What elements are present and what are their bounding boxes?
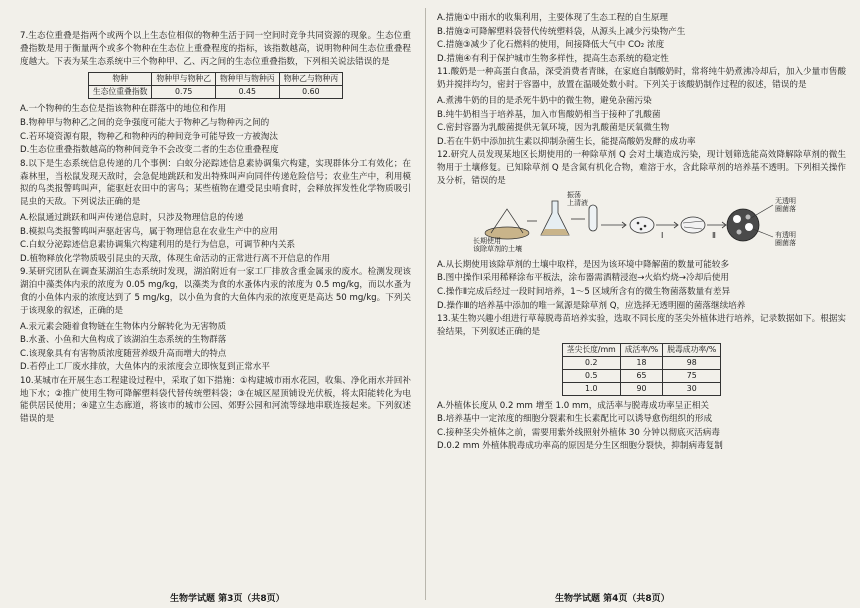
q13-td-1-1: 65 xyxy=(620,369,662,382)
test-tube-icon xyxy=(589,205,597,231)
fig-roman-1: Ⅰ xyxy=(661,230,664,240)
q7-td-3: 0.60 xyxy=(279,86,343,99)
q7-option-b: B.物种甲与物种乙之间的竞争强度可能大于物种乙与物种丙之间的 xyxy=(20,117,270,128)
fig-legend-2: 有透明 圈菌落 xyxy=(775,230,796,247)
q7-td-2: 0.45 xyxy=(216,86,280,99)
q9-option-b: B.水蚤、小鱼和大鱼构成了该湖泊生态系统的生物群落 xyxy=(20,335,227,346)
q10-option-b: B.措施②可降解塑料袋替代传统塑料袋，从源头上减少污染物产生 xyxy=(437,26,686,37)
q13-td-1-0: 0.5 xyxy=(562,369,620,382)
q9-option-d: D.若停止工厂废水排放，大鱼体内的汞浓度会立即恢复到正常水平 xyxy=(20,362,270,373)
q13-th-2: 脱毒成功率/% xyxy=(663,343,721,356)
q8-stem: 8.以下是生态系统信息传递的几个事例：白蚁分泌踪迹信息素协调集穴构建，实现群体分工有效化；在森林里，当松鼠发现天敌时，会急促地跳跃和发出特殊叫声向同伴传递危险信号；农业生产中，利用模拟的鸟类报警鸣叫声，能驱赶农田中的害鸟；某些植物在遭受昆虫啃食时，会释放挥发性化学物质吸引昆虫的天敌。下列说法正确的是 xyxy=(20,158,411,208)
q10-option-c: C.措施③减少了化石燃料的使用，间接降低大气中 CO₂ 浓度 xyxy=(437,40,665,51)
plate-icon-2 xyxy=(681,217,705,233)
q11-option-a: A.煮沸牛奶的目的是杀死牛奶中的微生物，避免杂菌污染 xyxy=(437,95,652,106)
q7-th-0: 物种 xyxy=(88,73,152,86)
q10-stem: 10.某城市在开展生态工程建设过程中，采取了如下措施：①构建城市雨水花园，收集、净化雨水并回补地下水；②推广使用生物可降解塑料袋代替传统塑料袋；③在城区屋顶铺设光伏板，将太阳能转化为电能供居民使用；④建立生态廊道，将该市的城市公园、郊野公园和河流等绿地串联连接起来。下列叙述错误的是 xyxy=(20,375,411,425)
q13-td-0-1: 18 xyxy=(620,356,662,369)
q11-option-c: C.密封容器为乳酸菌提供无氧环境，因为乳酸菌是厌氧微生物 xyxy=(437,123,670,134)
fig-legend-1: 无透明 圈菌落 xyxy=(775,196,796,213)
q8-option-b: B.模拟鸟类报警鸣叫声驱赶害鸟，属于物理信息在农业生产中的应用 xyxy=(20,226,278,237)
q7-th-2: 物种甲与物种丙 xyxy=(216,73,280,86)
q9-option-c: C.该现象具有有害物质浓度随营养级升高而增大的特点 xyxy=(20,348,227,359)
q12-option-d: D.操作Ⅲ的培养基中添加的唯一氮源是除草剂 Q，应选择无透明圈的菌落继续培养 xyxy=(437,300,746,311)
q11-option-d: D.若在牛奶中添加抗生素以抑制杂菌生长，能提高酸奶发酵的成功率 xyxy=(437,136,696,147)
q7-stem: 7.生态位重叠是指两个或两个以上生态位相似的物种生活于同一空间时竞争共同资源的现象。生态位重叠指数是用于衡量两个或多个物种在生态位上重叠程度的指标，该指数越高，说明物种间生态位重叠程度越大。下表为某生态系统中三个物种甲、乙、丙之间的生态位重叠指数，下列相关说法错误的是 xyxy=(20,31,411,67)
q13-option-b: B.培养基中一定浓度的细胞分裂素和生长素配比可以诱导愈伤组织的形成 xyxy=(437,414,713,425)
q12-stem: 12.研究人员发现某地区长期使用的一种除草剂 Q 会对土壤造成污染，现计划筛选能高效降解除草剂的微生物用于土壤修复。已知除草剂 Q 是含氮有机化合物，难溶于水，含此除草剂的培养基不透明。下列相关操作及分析，错误的是 xyxy=(437,150,846,186)
q9-option-a: A.汞元素会随着食物链在生物体内分解转化为无害物质 xyxy=(20,321,227,332)
q13-td-0-2: 98 xyxy=(663,356,721,369)
q13-td-2-2: 30 xyxy=(663,382,721,395)
page-4 xyxy=(425,0,860,608)
q9-stem: 9.某研究团队在调查某湖泊生态系统时发现，湖泊附近有一家工厂排放含重金属汞的废水。检测发现该湖泊中藻类体内汞的浓度为 0.05 mg/kg，以藻类为食的水蚤体内汞的浓度为 0.5 mg/kg，而以水蚤为食的小鱼体内汞的浓度达到了 5 mg/kg，以小鱼为食的大鱼体内汞的浓度更是高达 50 mg/kg。下列关于该现象的叙述，正确的是 xyxy=(20,267,412,316)
q8-option-d: D.植物释放化学物质吸引昆虫的天敌，体现生命活动的正常进行离不开信息的作用 xyxy=(20,253,331,264)
q13-option-a: A.外植体长度从 0.2 mm 增至 1.0 mm，成活率与脱毒成功率呈正相关 xyxy=(437,400,710,411)
q8-option-a: A.松鼠通过跳跃和叫声传递信息时，只涉及物理信息的传递 xyxy=(20,212,244,223)
q13-td-2-1: 90 xyxy=(620,382,662,395)
q13-td-1-2: 75 xyxy=(663,369,721,382)
page-3 xyxy=(0,0,425,608)
q13-td-2-0: 1.0 xyxy=(562,382,620,395)
q13-option-d: D.0.2 mm 外植体脱毒成功率高的原因是分生区细胞分裂快，抑制病毒复制 xyxy=(437,441,723,452)
soil-sample-icon xyxy=(485,209,529,239)
q12-option-b: B.图中操作Ⅰ采用稀释涂布平板法，涂布器需酒精浸泡→火焰灼烧→冷却后使用 xyxy=(437,273,729,284)
q8-option-c: C.白蚁分泌踪迹信息素协调集穴构建利用的是行为信息，可调节种内关系 xyxy=(20,240,296,251)
q13-th-0: 茎尖长度/mm xyxy=(562,343,620,356)
fig-roman-2: Ⅱ xyxy=(712,230,716,240)
plate-icon-3 xyxy=(727,209,759,241)
flask-icon xyxy=(541,201,569,235)
q7-option-d: D.生态位重叠指数越高的物种间竞争不会改变二者的生态位重叠程度 xyxy=(20,145,279,156)
q13-td-0-0: 0.2 xyxy=(562,356,620,369)
plate-icon-1 xyxy=(630,217,654,233)
q10-option-a: A.措施①中雨水的收集利用，主要体现了生态工程的自生原理 xyxy=(437,13,669,23)
page-3-footer: 生物学试题 第3页（共8页） xyxy=(170,594,285,604)
q11-option-b: B.纯牛奶相当于培养基，加入市售酸奶相当于接种了乳酸菌 xyxy=(437,109,661,120)
q7-td-0: 生态位重叠指数 xyxy=(88,86,152,99)
q10-option-d: D.措施④有利于保护城市生物多样性，提高生态系统的稳定性 xyxy=(437,53,669,64)
q13-table xyxy=(562,343,721,396)
page-4-footer: 生物学试题 第4页（共8页） xyxy=(555,594,670,604)
fig-step1-label: 振荡 上清液 xyxy=(567,190,588,207)
q11-stem: 11.酸奶是一种高蛋白食品，深受消费者青睐，在家庭自制酸奶时，常将纯牛奶煮沸冷却后，加入少量市售酸奶并搅拌均匀，密封于容器中，放置在温暖处数小时。下列关于该酸奶制作过程的叙述，错误的是 xyxy=(437,67,846,91)
q7-table xyxy=(88,72,343,99)
q12-figure xyxy=(437,191,846,257)
fig-soil-label: 长期使用 该除草剂的土壤 xyxy=(473,236,522,253)
q12-option-a: A.从长期使用该除草剂的土壤中取样，是因为该环境中降解菌的数量可能较多 xyxy=(437,259,730,270)
q7-td-1: 0.75 xyxy=(152,86,216,99)
q12-option-c: C.操作Ⅱ完成后经过一段时间培养，1～5 区域所含有的微生物菌落数量有差异 xyxy=(437,286,731,297)
q7-th-3: 物种乙与物种丙 xyxy=(279,73,343,86)
q13-th-1: 成活率/% xyxy=(620,343,662,356)
q13-option-c: C.接种茎尖外植体之前，需要用紫外线照射外植体 30 分钟以彻底灭活病毒 xyxy=(437,427,720,438)
q13-stem: 13.某生物兴趣小组进行草莓脱毒苗培养实验，选取不同长度的茎尖外植体进行培养，记录数据如下。根据实验结果，下列叙述正确的是 xyxy=(437,314,846,337)
q7-th-1: 物种甲与物种乙 xyxy=(152,73,216,86)
q7-option-a: A.一个物种的生态位是指该物种在群落中的地位和作用 xyxy=(20,104,227,115)
q7-option-c: C.若环境资源有限，物种乙和物种丙的种间竞争可能导致一方被淘汰 xyxy=(20,131,278,142)
